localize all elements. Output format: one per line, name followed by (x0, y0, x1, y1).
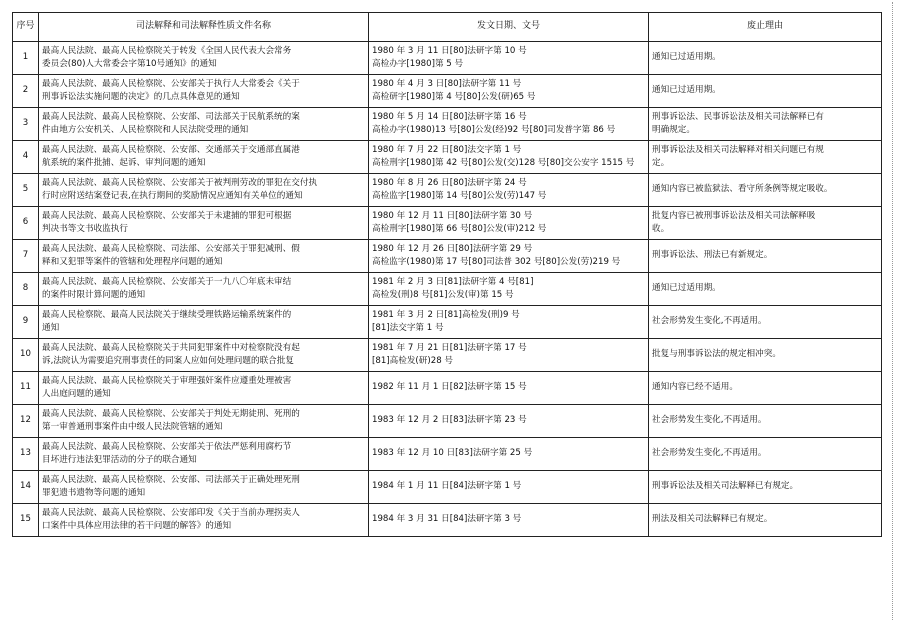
row-number: 9 (13, 306, 39, 339)
document-name (39, 42, 369, 75)
issue-date-number-line: [81]法交字第 1 号 (372, 323, 444, 333)
document-name-line: 的案件时限计算问题的通知 (42, 290, 146, 300)
abolished-documents-table (12, 12, 882, 537)
issue-date-number (369, 42, 649, 75)
document-name-line: 人出庭问题的通知 (42, 389, 111, 399)
document-name-line: 第一审普通刑事案件由中级人民法院管辖的通知 (42, 422, 223, 432)
abolish-reason-line: 批复内容已被刑事诉讼法及相关司法解释吸 (652, 210, 816, 221)
document-name-line: 通知 (42, 323, 60, 333)
document-name (39, 273, 369, 306)
document-name-line: 最高人民法院、最高人民检察院、公安部关于未逮捕的罪犯可根据 (42, 210, 292, 221)
header-name: 司法解释和司法解释性质文件名称 (39, 13, 369, 42)
document-name (39, 75, 369, 108)
row-number: 8 (13, 273, 39, 306)
abolish-reason-line: 通知已过适用期。 (652, 52, 721, 63)
table-row (13, 75, 882, 108)
abolish-reason-line: 收。 (652, 224, 670, 234)
document-name-line: 罪犯遗书遗物等问题的通知 (42, 488, 146, 498)
issue-date-number-line: 1984 年 1 月 11 日[84]法研字第 1 号 (372, 481, 522, 492)
header-date: 发文日期、文号 (369, 13, 649, 42)
abolish-reason (649, 240, 882, 273)
issue-date-number (369, 75, 649, 108)
issue-date-number-line: 1980 年 8 月 26 日[80]法研字第 24 号 (372, 177, 527, 188)
table-row (13, 141, 882, 174)
document-name-line: 最高人民法院、最高人民检察院关于共同犯罪案件中对检察院没有起 (42, 342, 300, 353)
document-name (39, 306, 369, 339)
issue-date-number (369, 174, 649, 207)
issue-date-number-line: 1980 年 3 月 11 日[80]法研字第 10 号 (372, 45, 527, 56)
issue-date-number (369, 273, 649, 306)
table-row (13, 174, 882, 207)
abolish-reason (649, 306, 882, 339)
document-name-line: 刑事诉讼法实施问题的决定》的几点具体意见的通知 (42, 92, 240, 102)
issue-date-number-line: 1980 年 7 月 22 日[80]法交字第 1 号 (372, 144, 522, 155)
abolish-reason (649, 42, 882, 75)
row-number: 10 (13, 339, 39, 372)
abolish-reason (649, 339, 882, 372)
table-row (13, 207, 882, 240)
document-name-line: 最高人民法院、最高人民检察院、公安部关于依法严惩利用腐朽节 (42, 441, 292, 452)
issue-date-number-line: 高检发(刑)8 号[81]公发(审)第 15 号 (372, 290, 514, 300)
abolish-reason (649, 438, 882, 471)
abolish-reason (649, 141, 882, 174)
abolish-reason-line: 社会形势发生变化,不再适用。 (652, 415, 767, 426)
table-row (13, 108, 882, 141)
table-row (13, 504, 882, 537)
header-reason: 废止理由 (649, 13, 882, 42)
issue-date-number (369, 471, 649, 504)
document-name-line: 最高人民法院、最高人民检察院、司法部、公安部关于罪犯减刑、假 (42, 243, 300, 254)
issue-date-number-line: 1983 年 12 月 2 日[83]法研字第 23 号 (372, 415, 527, 426)
document-name-line: 最高人民法院、最高人民检察院关于转发《全国人民代表大会常务 (42, 45, 292, 56)
table-row (13, 306, 882, 339)
abolished-documents-table-wrapper (12, 12, 881, 537)
document-name (39, 339, 369, 372)
abolish-reason-line: 社会形势发生变化,不再适用。 (652, 448, 767, 459)
abolish-reason-line: 刑事诉讼法、民事诉讼法及相关司法解释已有 (652, 111, 824, 122)
issue-date-number-line: 高检研字[1980]第 4 号[80]公发(研)65 号 (372, 92, 536, 102)
issue-date-number-line: [81]高检发(研)28 号 (372, 356, 453, 366)
abolish-reason-line: 通知已过适用期。 (652, 85, 721, 96)
abolish-reason-line: 刑事诉讼法及相关司法解释对相关问题已有规 (652, 144, 824, 155)
issue-date-number (369, 438, 649, 471)
issue-date-number-line: 高检监字[1980]第 14 号[80]公发(劳)147 号 (372, 191, 547, 201)
abolish-reason (649, 75, 882, 108)
issue-date-number (369, 372, 649, 405)
document-name-line: 最高人民法院、最高人民检察院、公安部关于一九八〇年底未审结 (42, 276, 292, 287)
abolish-reason (649, 471, 882, 504)
issue-date-number-line: 1983 年 12 月 10 日[83]法研字第 25 号 (372, 448, 533, 459)
abolish-reason-line: 刑事诉讼法、刑法已有新规定。 (652, 250, 773, 261)
row-number: 3 (13, 108, 39, 141)
issue-date-number-line: 高检刑字[1980]第 42 号[80]公发(交)128 号[80]交公安字 1515 号 (372, 158, 635, 168)
document-name-line: 委员会(80)人大常委会字第10号通知》的通知 (42, 59, 217, 69)
abolish-reason-line: 刑法及相关司法解释已有规定。 (652, 514, 773, 525)
row-number: 4 (13, 141, 39, 174)
document-name-line: 最高人民法院、最高人民检察院、公安部、交通部关于交通部直属港 (42, 144, 300, 155)
table-body (13, 42, 882, 537)
issue-date-number-line: 1980 年 12 月 26 日[80]法研字第 29 号 (372, 243, 533, 254)
table-row (13, 42, 882, 75)
document-name-line: 最高人民法院、最高人民检察院、公安部、司法部关于民航系统的案 (42, 111, 300, 122)
document-name-line: 最高人民法院、最高人民检察院、公安部印发《关于当前办理拐卖人 (42, 507, 300, 518)
table-row (13, 372, 882, 405)
abolish-reason-line: 通知已过适用期。 (652, 283, 721, 294)
abolish-reason (649, 405, 882, 438)
issue-date-number (369, 306, 649, 339)
document-name (39, 405, 369, 438)
issue-date-number-line: 1981 年 2 月 3 日[81]法研字第 4 号[81] (372, 276, 534, 287)
document-name-line: 最高人民法院、最高人民检察院、公安部、司法部关于正确处理死刑 (42, 474, 300, 485)
document-name-line: 口案件中具体应用法律的若干问题的解答》的通知 (42, 521, 232, 531)
row-number: 15 (13, 504, 39, 537)
document-name (39, 174, 369, 207)
issue-date-number (369, 141, 649, 174)
abolish-reason-line: 社会形势发生变化,不再适用。 (652, 316, 767, 327)
document-name-line: 释和又犯罪等案件的管辖和处理程序问题的通知 (42, 257, 223, 267)
abolish-reason (649, 207, 882, 240)
document-name-line: 最高人民法院、最高人民检察院、公安部关于被判刑劳改的罪犯在交付执 (42, 177, 318, 188)
document-name-line: 诉,法院认为需要追究刑事责任的同案人应如何处理问题的联合批复 (42, 356, 294, 366)
issue-date-number (369, 240, 649, 273)
document-name-line: 航系统的案件批捕、起诉、审判问题的通知 (42, 158, 206, 168)
table-row (13, 471, 882, 504)
document-name (39, 240, 369, 273)
abolish-reason-line: 定。 (652, 158, 670, 168)
row-number: 12 (13, 405, 39, 438)
abolish-reason-line: 明确规定。 (652, 125, 695, 135)
document-name-line: 最高人民法院、最高人民检察院关于审理强奸案件应遵重处理被害 (42, 375, 292, 386)
document-name (39, 207, 369, 240)
issue-date-number-line: 1981 年 3 月 2 日[81]高检发(刑)9 号 (372, 309, 520, 320)
table-row (13, 273, 882, 306)
issue-date-number (369, 339, 649, 372)
document-name (39, 108, 369, 141)
row-number: 6 (13, 207, 39, 240)
issue-date-number (369, 108, 649, 141)
document-name (39, 504, 369, 537)
issue-date-number-line: 高检刑字[1980]第 66 号[80]公发(审)212 号 (372, 224, 547, 234)
document-name-line: 件由地方公安机关、人民检察院和人民法院受理的通知 (42, 125, 249, 135)
document-name (39, 438, 369, 471)
page-border (892, 2, 895, 620)
abolish-reason (649, 108, 882, 141)
document-name (39, 141, 369, 174)
abolish-reason-line: 通知内容已被监狱法、看守所条例等规定吸收。 (652, 184, 833, 195)
document-name-line: 判决书等文书收监执行 (42, 224, 128, 234)
table-row (13, 240, 882, 273)
row-number: 1 (13, 42, 39, 75)
abolish-reason (649, 273, 882, 306)
row-number: 5 (13, 174, 39, 207)
abolish-reason-line: 通知内容已经不适用。 (652, 382, 738, 393)
abolish-reason (649, 372, 882, 405)
table-row (13, 405, 882, 438)
issue-date-number-line: 1981 年 7 月 21 日[81]法研字第 17 号 (372, 342, 527, 353)
document-name (39, 372, 369, 405)
issue-date-number (369, 504, 649, 537)
issue-date-number (369, 207, 649, 240)
issue-date-number-line: 1980 年 12 月 11 日[80]法研字第 30 号 (372, 210, 533, 221)
issue-date-number-line: 1980 年 4 月 3 日[80]法研字第 11 号 (372, 78, 522, 89)
table-header-row (13, 13, 882, 42)
document-name-line: 最高人民法院、最高人民检察院、公安部关于执行人大常委会《关于 (42, 78, 300, 89)
abolish-reason (649, 504, 882, 537)
abolish-reason-line: 刑事诉讼法及相关司法解释已有规定。 (652, 481, 799, 492)
row-number: 11 (13, 372, 39, 405)
issue-date-number-line: 1982 年 11 月 1 日[82]法研字第 15 号 (372, 382, 527, 393)
abolish-reason-line: 批复与刑事诉讼法的规定相冲突。 (652, 349, 781, 360)
row-number: 7 (13, 240, 39, 273)
document-name-line: 目坏进行违法犯罪活动的分子的联合通知 (42, 455, 197, 465)
issue-date-number-line: 高检监字(1980)第 17 号[80]司法普 302 号[80]公发(劳)219 号 (372, 257, 621, 267)
issue-date-number-line: 1984 年 3 月 31 日[84]法研字第 3 号 (372, 514, 522, 525)
row-number: 2 (13, 75, 39, 108)
row-number: 13 (13, 438, 39, 471)
document-name-line: 行时应附送结案登记表,在执行期间的奖励情况应通知有关单位的通知 (42, 191, 303, 201)
issue-date-number (369, 405, 649, 438)
document-name-line: 最高人民法院、最高人民检察院、公安部关于判处无期徒刑、死刑的 (42, 408, 300, 419)
abolish-reason (649, 174, 882, 207)
issue-date-number-line: 高检办字(1980)13 号[80]公发(经)92 号[80]司发普字第 86 号 (372, 125, 616, 135)
row-number: 14 (13, 471, 39, 504)
document-name-line: 最高人民检察院、最高人民法院关于继续受理铁路运输系统案件的 (42, 309, 292, 320)
issue-date-number-line: 1980 年 5 月 14 日[80]法研字第 16 号 (372, 111, 527, 122)
document-name (39, 471, 369, 504)
table-row (13, 339, 882, 372)
issue-date-number-line: 高检办字[1980]第 5 号 (372, 59, 464, 69)
table-row (13, 438, 882, 471)
header-no: 序号 (13, 13, 39, 42)
